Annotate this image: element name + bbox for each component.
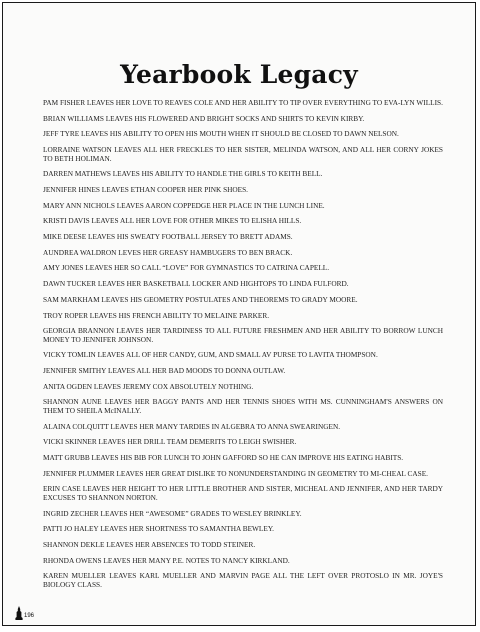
legacy-entry: JENNIFER HINES LEAVES ETHAN COOPER HER PINK SHOES.: [43, 184, 249, 194]
legacy-entry: VICKY TOMLIN LEAVES ALL OF HER CANDY, GUM, AND SMALL AV PURSE TO LAVITA THOMPSON.: [43, 350, 378, 360]
legacy-entries: [43, 99, 443, 596]
legacy-entry: JENNIFER PLUMMER LEAVES HER GREAT DISLIKE TO NONUNDERSTANDING IN GEOMETRY TO MI-CHEAL CASE.: [43, 468, 429, 478]
legacy-entry: BRIAN WILLIAMS LEAVES HIS FLOWERED AND BRIGHT SOCKS AND SHIRTS TO KEVIN KIRBY.: [43, 113, 365, 123]
legacy-entry: MIKE DEESE LEAVES HIS SWEATY FOOTBALL JERSEY TO BRETT ADAMS.: [43, 232, 293, 242]
legacy-entry: AUNDREA WALDRON LEVES HER GREASY HAMBUGERS TO BEN BRACK.: [43, 247, 293, 257]
legacy-entry: TROY ROPER LEAVES HIS FRENCH ABILITY TO MELAINE PARKER.: [43, 310, 270, 320]
legacy-entry: ANITA OGDEN LEAVES JEREMY COX ABSOLUTELY NOTHING.: [43, 381, 254, 391]
legacy-entry: SHANNON DEKLE LEAVES HER ABSENCES TO TODD STEINER.: [43, 539, 256, 549]
page-number: 196: [24, 613, 35, 619]
legacy-entry: PATTI JO HALEY LEAVES HER SHORTNESS TO SAMANTHA BEWLEY.: [43, 524, 274, 534]
legacy-entry: DAWN TUCKER LEAVES HER BASKETBALL LOCKER AND HIGHTOPS TO LINDA FULFORD.: [43, 279, 349, 289]
yearbook-page: [2, 2, 476, 626]
legacy-entry: MATT GRUBB LEAVES HIS BIB FOR LUNCH TO JOHN GAFFORD SO HE CAN IMPROVE HIS EATING HABITS.: [43, 452, 404, 462]
legacy-entry: SAM MARKHAM LEAVES HIS GEOMETRY POSTULATES AND THEOREMS TO GRADY MOORE.: [43, 294, 358, 304]
legacy-entry: KAREN MUELLER LEAVES KARL MUELLER AND MARVIN PAGE ALL THE LEFT OVER PROTOSLO IN MR. JOYE'S BIOLOGY CLASS.: [43, 571, 443, 589]
page-footer: [15, 606, 34, 620]
legacy-entry: KRISTI DAVIS LEAVES ALL HER LOVE FOR OTHER MIKES TO ELISHA HILLS.: [43, 216, 302, 226]
legacy-entry: DARREN MATHEWS LEAVES HIS ABILITY TO HANDLE THE GIRLS TO KEITH BELL.: [43, 169, 323, 179]
legacy-entry: RHONDA OWENS LEAVES HER MANY P.E. NOTES TO NANCY KIRKLAND.: [43, 555, 290, 565]
legacy-entry: PAM FISHER LEAVES HER LOVE TO REAVES COLE AND HER ABILITY TO TIP OVER EVERYTHING TO EVA-LYN WILLIS.: [43, 98, 443, 107]
legacy-entry: SHANNON AUNE LEAVES HER BAGGY PANTS AND HER TENNIS SHOES WITH MS. CUNNINGHAM'S ANSWERS ON THEM TO SHEILA McINALLY.: [43, 397, 443, 415]
legacy-entry: GEORGIA BRANNON LEAVES HER TARDINESS TO ALL FUTURE FRESHMEN AND HER ABILITY TO BORROW LUNCH MONEY TO JENNIFER JOHNSON.: [43, 326, 443, 344]
legacy-entry: JENNIFER SMITHY LEAVES ALL HER BAD MOODS TO DONNA OUTLAW.: [43, 366, 286, 376]
legacy-entry: INGRID ZECHER LEAVES HER “AWESOME” GRADES TO WESLEY BRINKLEY.: [43, 508, 302, 518]
page-title: Yearbook Legacy: [120, 60, 358, 89]
legacy-entry: AMY JONES LEAVES HER SO CALL “LOVE” FOR GYMNASTICS TO CATRINA CAPELL.: [43, 263, 330, 273]
legacy-entry: MARY ANN NICHOLS LEAVES AARON COPPEDGE HER PLACE IN THE LUNCH LINE.: [43, 200, 325, 210]
tower-icon: [15, 606, 23, 620]
legacy-entry: ALAINA COLQUITT LEAVES HER MANY TARDIES IN ALGEBRA TO ANNA SWEARINGEN.: [43, 421, 341, 431]
legacy-entry: LORRAINE WATSON LEAVES ALL HER FRECKLES TO HER SISTER, MELINDA WATSON, AND ALL HER CORNY JOKES TO BETH HOLIMAN.: [43, 145, 443, 163]
legacy-entry: VICKI SKINNER LEAVES HER DRILL TEAM DEMERITS TO LEIGH SWISHER.: [43, 437, 297, 447]
legacy-entry: JEFF TYRE LEAVES HIS ABILITY TO OPEN HIS MOUTH WHEN IT SHOULD BE CLOSED TO DAWN NELSON.: [43, 129, 399, 139]
legacy-entry: ERIN CASE LEAVES HER HEIGHT TO HER LITTLE BROTHER AND SISTER, MICHEAL AND JENNIFER, AND HER TARDY EXCUSES TO SHANNON NORTON.: [43, 484, 443, 502]
